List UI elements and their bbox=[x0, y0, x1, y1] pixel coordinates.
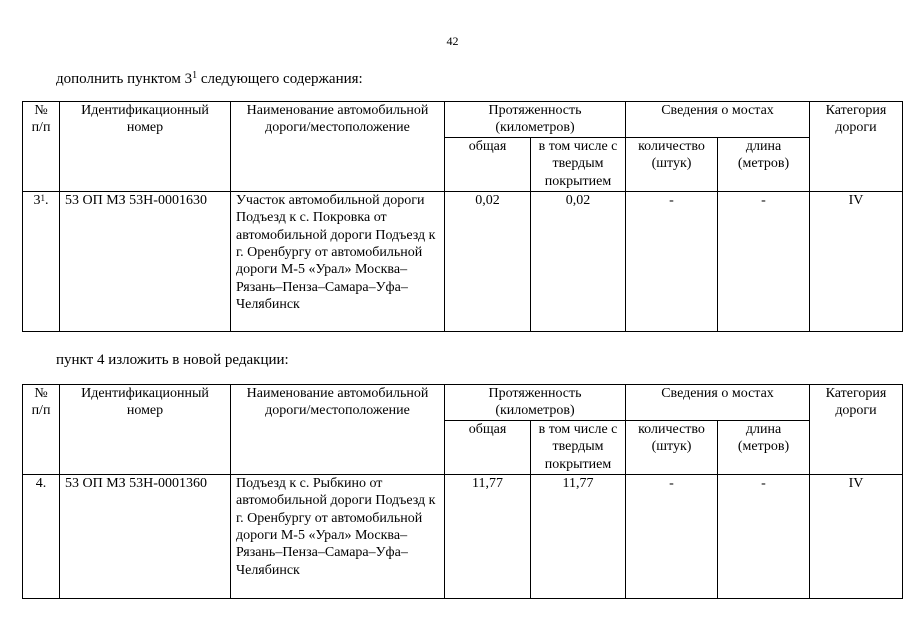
row-paved: 0,02 bbox=[531, 191, 626, 331]
row-no bbox=[23, 191, 60, 331]
header-paved: в том числе с твердым покрытием bbox=[531, 420, 626, 474]
row-count: - bbox=[626, 474, 718, 598]
page-number: 42 bbox=[446, 34, 459, 48]
intro-superscript: 1 bbox=[192, 70, 198, 81]
header-paved: в том числе с твердым покрытием bbox=[531, 137, 626, 191]
header-length: Протяженность (километров) bbox=[445, 102, 626, 138]
header-bridge-length: длина (метров) bbox=[718, 137, 810, 191]
road-table-item-4 bbox=[22, 384, 903, 599]
header-id: Идентификационный номер bbox=[60, 385, 231, 475]
intro-paragraph-add bbox=[56, 70, 363, 88]
header-row bbox=[23, 102, 903, 138]
header-no: № п/п bbox=[23, 102, 60, 192]
header-id: Идентификационный номер bbox=[60, 102, 231, 192]
row-category: IV bbox=[810, 474, 903, 598]
header-length: Протяженность (километров) bbox=[445, 385, 626, 421]
row-paved: 11,77 bbox=[531, 474, 626, 598]
header-bridges: Сведения о мостах bbox=[626, 102, 810, 138]
header-count: количество (штук) bbox=[626, 420, 718, 474]
row-name: Участок автомобильной дороги Подъезд к с. Покровка от автомобильной дороги Подъезд к г. Оренбургу от автомобильной дороги М-5 «Урал» Москва–Рязань–Пенза–Самара–Уфа–Челябинск bbox=[231, 191, 445, 331]
intro-paragraph-replace: пункт 4 изложить в новой редакции: bbox=[56, 352, 289, 368]
header-category: Категория дороги bbox=[810, 385, 903, 475]
header-name: Наименование автомобильной дороги/местоположение bbox=[231, 385, 445, 475]
intro-text-before: дополнить пунктом 3 bbox=[56, 71, 193, 87]
row-no-superscript: 1 bbox=[40, 192, 45, 203]
road-table-item-3-1 bbox=[22, 101, 903, 332]
header-total: общая bbox=[445, 137, 531, 191]
row-no-main: 3 bbox=[33, 192, 41, 208]
header-total: общая bbox=[445, 420, 531, 474]
row-count: - bbox=[626, 191, 718, 331]
row-total: 11,77 bbox=[445, 474, 531, 598]
header-row bbox=[23, 385, 903, 421]
row-id: 53 ОП МЗ 53Н-0001630 bbox=[60, 191, 231, 331]
row-category: IV bbox=[810, 191, 903, 331]
row-name: Подъезд к с. Рыбкино от автомобильной дороги Подъезд к г. Оренбургу от автомобильной дороги М-5 «Урал» Москва–Рязань–Пенза–Самара–Уфа–Челябинск bbox=[231, 474, 445, 598]
header-name: Наименование автомобильной дороги/местоположение bbox=[231, 102, 445, 192]
header-bridges: Сведения о мостах bbox=[626, 385, 810, 421]
row-no-suffix: . bbox=[45, 192, 49, 208]
table-row bbox=[23, 191, 903, 331]
table-row bbox=[23, 474, 903, 598]
row-no: 4. bbox=[23, 474, 60, 598]
header-no: № п/п bbox=[23, 385, 60, 475]
row-bridge-length: - bbox=[718, 191, 810, 331]
header-category: Категория дороги bbox=[810, 102, 903, 192]
row-bridge-length: - bbox=[718, 474, 810, 598]
row-total: 0,02 bbox=[445, 191, 531, 331]
row-id: 53 ОП МЗ 53Н-0001360 bbox=[60, 474, 231, 598]
intro-text-after: следующего содержания: bbox=[197, 71, 363, 87]
header-count: количество (штук) bbox=[626, 137, 718, 191]
header-bridge-length: длина (метров) bbox=[718, 420, 810, 474]
